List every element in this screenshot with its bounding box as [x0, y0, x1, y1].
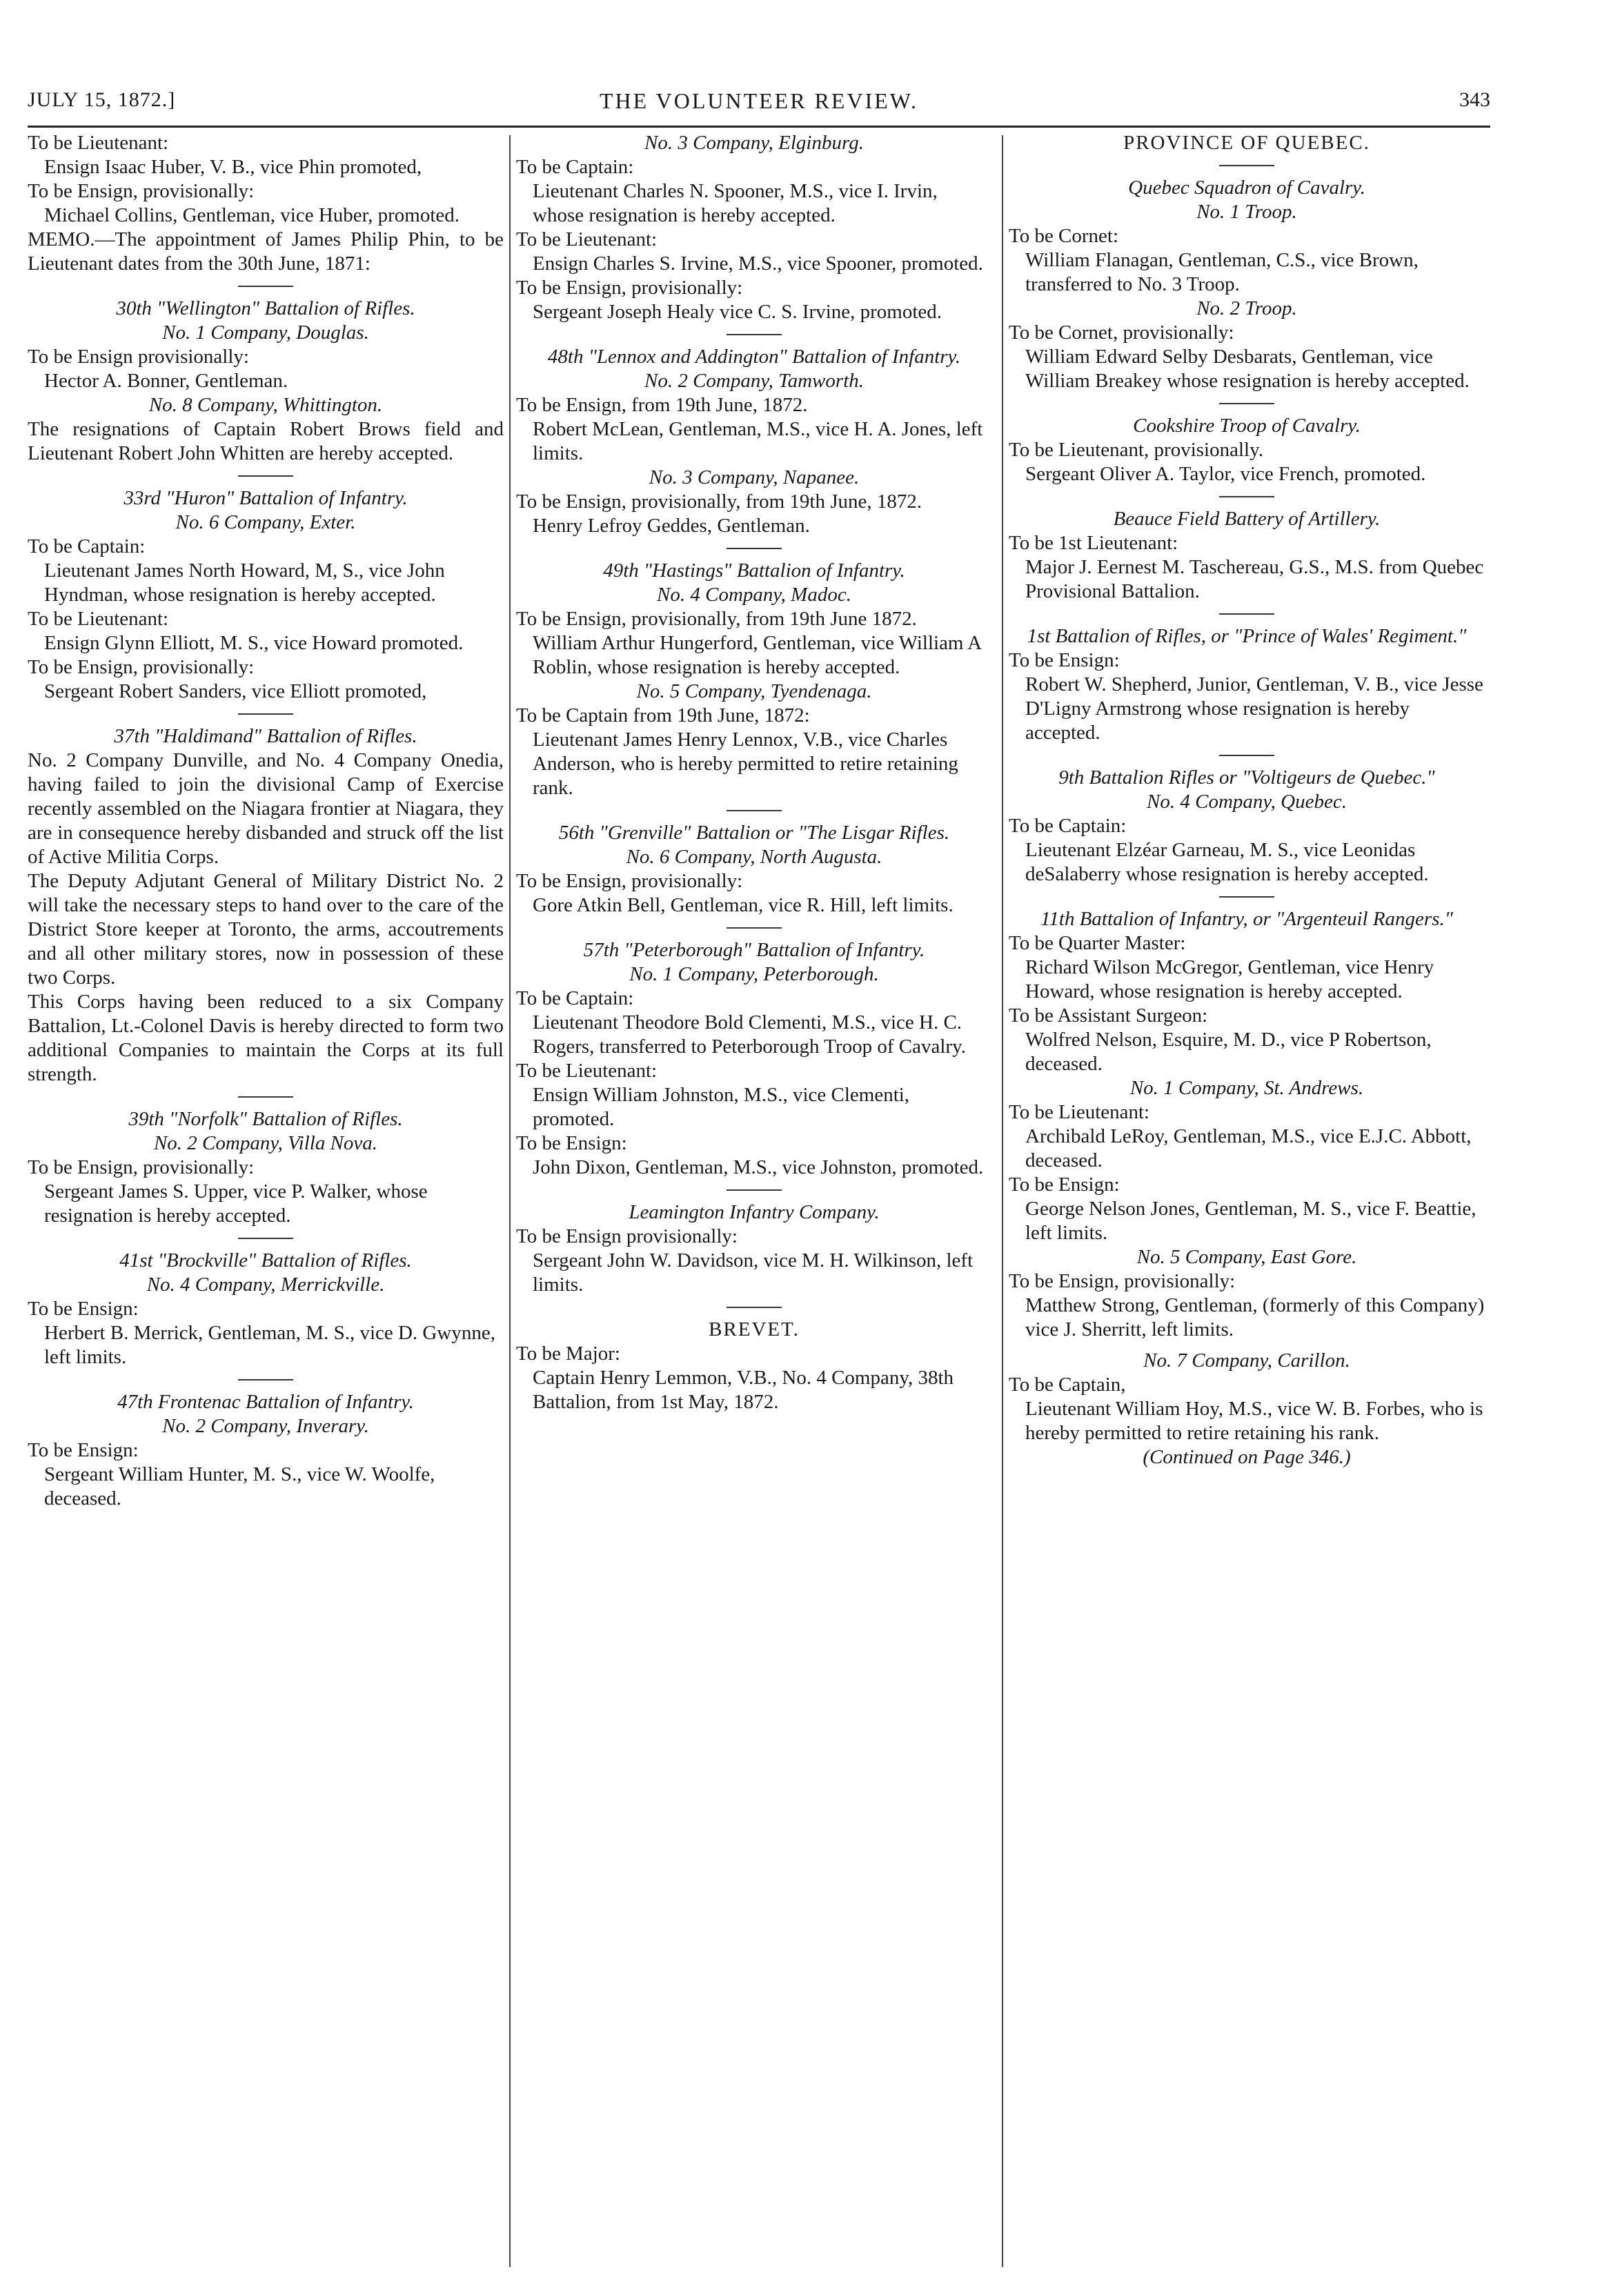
- section-rule: [238, 713, 293, 715]
- memo-text: MEMO.—The appointment of James Philip Phin, to be Lieutenant dates from the 30th June, 1871:: [28, 228, 504, 275]
- company-heading: No. 5 Company, East Gore.: [1136, 1246, 1357, 1268]
- appointment-text: Lieutenant Charles N. Spooner, M.S., vice I. Irvin, whose resignation is hereby accepted.: [533, 180, 938, 226]
- appointment-text: Lieutenant Theodore Bold Clementi, M.S., vice H. C. Rogers, transferred to Peterborough Troop of Cavalry.: [533, 1011, 966, 1058]
- company-heading: No. 6 Company, Exter.: [175, 511, 356, 533]
- section-heading: 57th "Peterborough" Battalion of Infantry.: [583, 939, 925, 961]
- appointment-line: To be Ensign, provisionally, from 19th June 1872.: [516, 608, 917, 630]
- notice-text: This Corps having been reduced to a six Company Battalion, Lt.-Colonel Davis is hereby directed to form two additional Companies to maintain the Corps at its full strength.: [28, 991, 504, 1085]
- section-heading: 30th "Wellington" Battalion of Rifles.: [116, 297, 415, 319]
- section-rule: [1219, 755, 1274, 756]
- section-rule: [238, 286, 293, 287]
- notice-text: The resignations of Captain Robert Brows field and Lieutenant Robert John Whitten are hereby accepted.: [28, 418, 504, 464]
- section-heading: 49th "Hastings" Battalion of Infantry.: [603, 560, 905, 582]
- appointment-line: To be Major:: [516, 1343, 620, 1365]
- company-heading: No. 8 Company, Whittington.: [148, 394, 383, 416]
- appointment-line: To be Captain:: [516, 987, 634, 1009]
- company-heading: No. 4 Company, Madoc.: [657, 584, 851, 606]
- appointment-text: Lieutenant Elzéar Garneau, M. S., vice Leonidas deSalaberry whose resignation is hereby accepted.: [1025, 839, 1429, 885]
- appointment-line: To be Cornet, provisionally:: [1009, 321, 1234, 344]
- appointment-text: Sergeant John W. Davidson, vice M. H. Wilkinson, left limits.: [533, 1249, 974, 1296]
- section-rule: [727, 1307, 782, 1308]
- page-number: 343: [1459, 88, 1490, 111]
- appointment-text: George Nelson Jones, Gentleman, M. S., vice F. Beattie, left limits.: [1025, 1198, 1476, 1244]
- appointment-text: William Edward Selby Desbarats, Gentleman, vice William Breakey whose resignation is hereby accepted.: [1025, 346, 1470, 392]
- notice-text: No. 2 Company Dunville, and No. 4 Company Onedia, having failed to join the divisional Camp of Exercise recently assembled on the Niagara frontier at Niagara, they are in consequence hereby disbanded and struck off the list of Active Militia Corps.: [28, 749, 504, 868]
- appointment-line: To be Lieutenant:: [516, 1060, 658, 1082]
- company-heading: No. 6 Company, North Augusta.: [626, 846, 882, 868]
- column-3: [1009, 131, 1485, 1469]
- company-heading: No. 1 Company, St. Andrews.: [1129, 1077, 1364, 1099]
- appointment-text: Ensign William Johnston, M.S., vice Clementi, promoted.: [533, 1084, 910, 1130]
- section-rule: [727, 927, 782, 929]
- appointment-line: To be Ensign provisionally:: [28, 346, 249, 368]
- column-divider: [1002, 135, 1003, 2267]
- company-heading: No. 3 Company, Elginburg.: [644, 132, 864, 154]
- appointment-line: To be Captain,: [1009, 1374, 1126, 1396]
- company-heading: No. 4 Company, Quebec.: [1147, 791, 1347, 813]
- appointment-line: To be Ensign:: [1009, 649, 1120, 671]
- appointment-line: To be Ensign, provisionally:: [1009, 1270, 1236, 1292]
- section-heading: BREVET.: [709, 1318, 800, 1340]
- section-heading: 41st "Brockville" Battalion of Rifles.: [119, 1249, 412, 1271]
- company-heading: No. 5 Company, Tyendenaga.: [636, 680, 872, 702]
- appointment-text: Captain Henry Lemmon, V.B., No. 4 Company, 38th Battalion, from 1st May, 1872.: [533, 1367, 954, 1413]
- company-heading: No. 2 Company, Inverary.: [162, 1415, 369, 1437]
- section-heading: 33rd "Huron" Battalion of Infantry.: [124, 487, 408, 509]
- company-heading: No. 2 Troop.: [1196, 297, 1297, 319]
- appointment-line: To be Cornet:: [1009, 225, 1119, 247]
- section-rule: [238, 1238, 293, 1239]
- section-heading: Beauce Field Battery of Artillery.: [1113, 508, 1381, 530]
- appointment-line: To be Ensign, provisionally:: [28, 656, 255, 678]
- section-rule: [727, 810, 782, 811]
- appointment-text: William Arthur Hungerford, Gentleman, vice William A Roblin, whose resignation is hereby accepted.: [533, 632, 981, 678]
- column-1: [28, 131, 504, 1511]
- appointment-text: Ensign Isaac Huber, V. B., vice Phin promoted,: [44, 156, 422, 178]
- section-rule: [727, 334, 782, 335]
- appointment-line: To be Quarter Master:: [1009, 932, 1186, 954]
- appointment-line: To be Ensign:: [516, 1132, 627, 1154]
- appointment-text: Wolfred Nelson, Esquire, M. D., vice P Robertson, deceased.: [1025, 1029, 1432, 1075]
- section-rule: [1219, 165, 1274, 166]
- appointment-text: Sergeant James S. Upper, vice P. Walker, whose resignation is hereby accepted.: [44, 1180, 428, 1227]
- appointment-line: To be Ensign, provisionally:: [516, 277, 743, 299]
- section-rule: [1219, 496, 1274, 497]
- appointment-line: To be Assistant Surgeon:: [1009, 1004, 1208, 1027]
- section-heading: 37th "Haldimand" Battalion of Rifles.: [114, 725, 417, 747]
- appointment-line: To be Lieutenant:: [28, 132, 169, 154]
- appointment-text: Gore Atkin Bell, Gentleman, vice R. Hill, left limits.: [533, 894, 954, 916]
- appointment-text: Sergeant Robert Sanders, vice Elliott promoted,: [44, 680, 427, 702]
- appointment-line: To be Lieutenant, provisionally.: [1009, 439, 1263, 461]
- company-heading: No. 2 Company, Tamworth.: [644, 370, 864, 392]
- section-heading: Leamington Infantry Company.: [629, 1201, 880, 1223]
- publication-title: THE VOLUNTEER REVIEW.: [599, 88, 919, 113]
- appointment-line: To be 1st Lieutenant:: [1009, 532, 1178, 554]
- appointment-line: To be Ensign, from 19th June, 1872.: [516, 394, 808, 416]
- appointment-line: To be Ensign provisionally:: [516, 1225, 738, 1247]
- section-rule: [238, 1096, 293, 1098]
- column-divider: [509, 135, 511, 2267]
- appointment-line: To be Ensign:: [28, 1298, 139, 1320]
- section-rule: [1219, 896, 1274, 898]
- section-rule: [238, 475, 293, 477]
- appointment-line: To be Captain:: [28, 535, 146, 557]
- appointment-text: Archibald LeRoy, Gentleman, M.S., vice E.J.C. Abbott, deceased.: [1025, 1125, 1472, 1171]
- company-heading: No. 4 Company, Merrickville.: [146, 1274, 385, 1296]
- appointment-text: Sergeant Joseph Healy vice C. S. Irvine, promoted.: [533, 301, 942, 323]
- company-heading: No. 2 Company, Villa Nova.: [153, 1132, 378, 1154]
- appointment-text: John Dixon, Gentleman, M.S., vice Johnston, promoted.: [533, 1156, 984, 1178]
- appointment-text: Ensign Glynn Elliott, M. S., vice Howard promoted.: [44, 632, 464, 654]
- appointment-text: Matthew Strong, Gentleman, (formerly of this Company) vice J. Sherritt, left limits.: [1025, 1294, 1485, 1340]
- company-heading: No. 1 Company, Peterborough.: [629, 963, 879, 985]
- issue-date: JULY 15, 1872.]: [28, 88, 176, 111]
- appointment-text: Lieutenant James Henry Lennox, V.B., vice Charles Anderson, who is hereby permitted to retire retaining rank.: [533, 729, 958, 799]
- appointment-line: To be Ensign, provisionally:: [28, 180, 255, 202]
- appointment-line: To be Ensign:: [1009, 1174, 1120, 1196]
- appointment-line: To be Captain:: [1009, 815, 1127, 837]
- appointment-text: William Flanagan, Gentleman, C.S., vice Brown, transferred to No. 3 Troop.: [1025, 249, 1419, 295]
- section-rule: [1219, 403, 1274, 404]
- company-heading: No. 7 Company, Carillon.: [1143, 1349, 1350, 1372]
- appointment-text: Lieutenant William Hoy, M.S., vice W. B. Forbes, who is hereby permitted to retire retaining his rank.: [1025, 1398, 1483, 1444]
- section-rule: [238, 1379, 293, 1380]
- company-heading: No. 3 Company, Napanee.: [649, 466, 860, 488]
- continued-note: (Continued on Page 346.): [1143, 1446, 1351, 1468]
- appointment-line: To be Lieutenant:: [28, 608, 169, 630]
- appointment-text: Michael Collins, Gentleman, vice Huber, promoted.: [44, 204, 460, 226]
- appointment-text: Herbert B. Merrick, Gentleman, M. S., vice D. Gwynne, left limits.: [44, 1322, 495, 1368]
- section-heading: Cookshire Troop of Cavalry.: [1133, 415, 1361, 437]
- appointment-text: Henry Lefroy Geddes, Gentleman.: [533, 515, 810, 537]
- column-2: [516, 131, 992, 1414]
- section-heading: 48th "Lennox and Addington" Battalion of Infantry.: [547, 346, 961, 368]
- section-heading: 9th Battalion Rifles or "Voltigeurs de Quebec.": [1058, 766, 1435, 789]
- appointment-text: Robert W. Shepherd, Junior, Gentleman, V. B., vice Jesse D'Ligny Armstrong whose resignation is hereby accepted.: [1025, 673, 1483, 744]
- section-heading: 39th "Norfolk" Battalion of Rifles.: [128, 1108, 403, 1130]
- appointment-text: Hector A. Bonner, Gentleman.: [44, 370, 288, 392]
- appointment-text: Sergeant William Hunter, M. S., vice W. Woolfe, deceased.: [44, 1463, 435, 1510]
- section-heading: 47th Frontenac Battalion of Infantry.: [117, 1391, 414, 1413]
- masthead: [28, 88, 1490, 130]
- appointment-line: To be Ensign, provisionally:: [28, 1156, 255, 1178]
- appointment-line: To be Captain:: [516, 156, 634, 178]
- appointment-text: Richard Wilson McGregor, Gentleman, vice Henry Howard, whose resignation is hereby accepted.: [1025, 956, 1434, 1002]
- section-heading: Quebec Squadron of Cavalry.: [1128, 177, 1365, 199]
- section-rule: [727, 548, 782, 549]
- province-heading: PROVINCE OF QUEBEC.: [1123, 132, 1370, 154]
- notice-text: The Deputy Adjutant General of Military District No. 2 will take the necessary steps to hand over to the care of the District Store keeper at Toronto, the arms, accoutrements and all other military stores, now in possession of these two Corps.: [28, 870, 504, 989]
- appointment-line: To be Lieutenant:: [516, 228, 658, 250]
- section-heading: 1st Battalion of Rifles, or "Prince of Wales' Regiment.": [1027, 625, 1467, 647]
- company-heading: No. 1 Company, Douglas.: [162, 321, 369, 344]
- appointment-text: Sergeant Oliver A. Taylor, vice French, promoted.: [1025, 463, 1426, 485]
- appointment-line: To be Ensign:: [28, 1439, 139, 1461]
- company-heading: No. 1 Troop.: [1196, 201, 1297, 223]
- appointment-line: To be Lieutenant:: [1009, 1101, 1150, 1123]
- appointment-line: To be Ensign, provisionally, from 19th June, 1872.: [516, 491, 922, 513]
- section-heading: 11th Battalion of Infantry, or "Argenteuil Rangers.": [1040, 908, 1453, 930]
- section-heading: 56th "Grenville" Battalion or "The Lisgar Rifles.: [558, 822, 950, 844]
- section-rule: [727, 1189, 782, 1191]
- header-rule: [28, 126, 1490, 128]
- appointment-text: Major J. Eernest M. Taschereau, G.S., M.S. from Quebec Provisional Battalion.: [1025, 556, 1484, 602]
- appointment-line: To be Ensign, provisionally:: [516, 870, 743, 892]
- appointment-text: Robert McLean, Gentleman, M.S., vice H. A. Jones, left limits.: [533, 418, 983, 464]
- appointment-line: To be Captain from 19th June, 1872:: [516, 704, 810, 726]
- section-rule: [1219, 613, 1274, 615]
- appointment-text: Lieutenant James North Howard, M, S., vice John Hyndman, whose resignation is hereby accepted.: [44, 560, 445, 606]
- appointment-text: Ensign Charles S. Irvine, M.S., vice Spooner, promoted.: [533, 253, 983, 275]
